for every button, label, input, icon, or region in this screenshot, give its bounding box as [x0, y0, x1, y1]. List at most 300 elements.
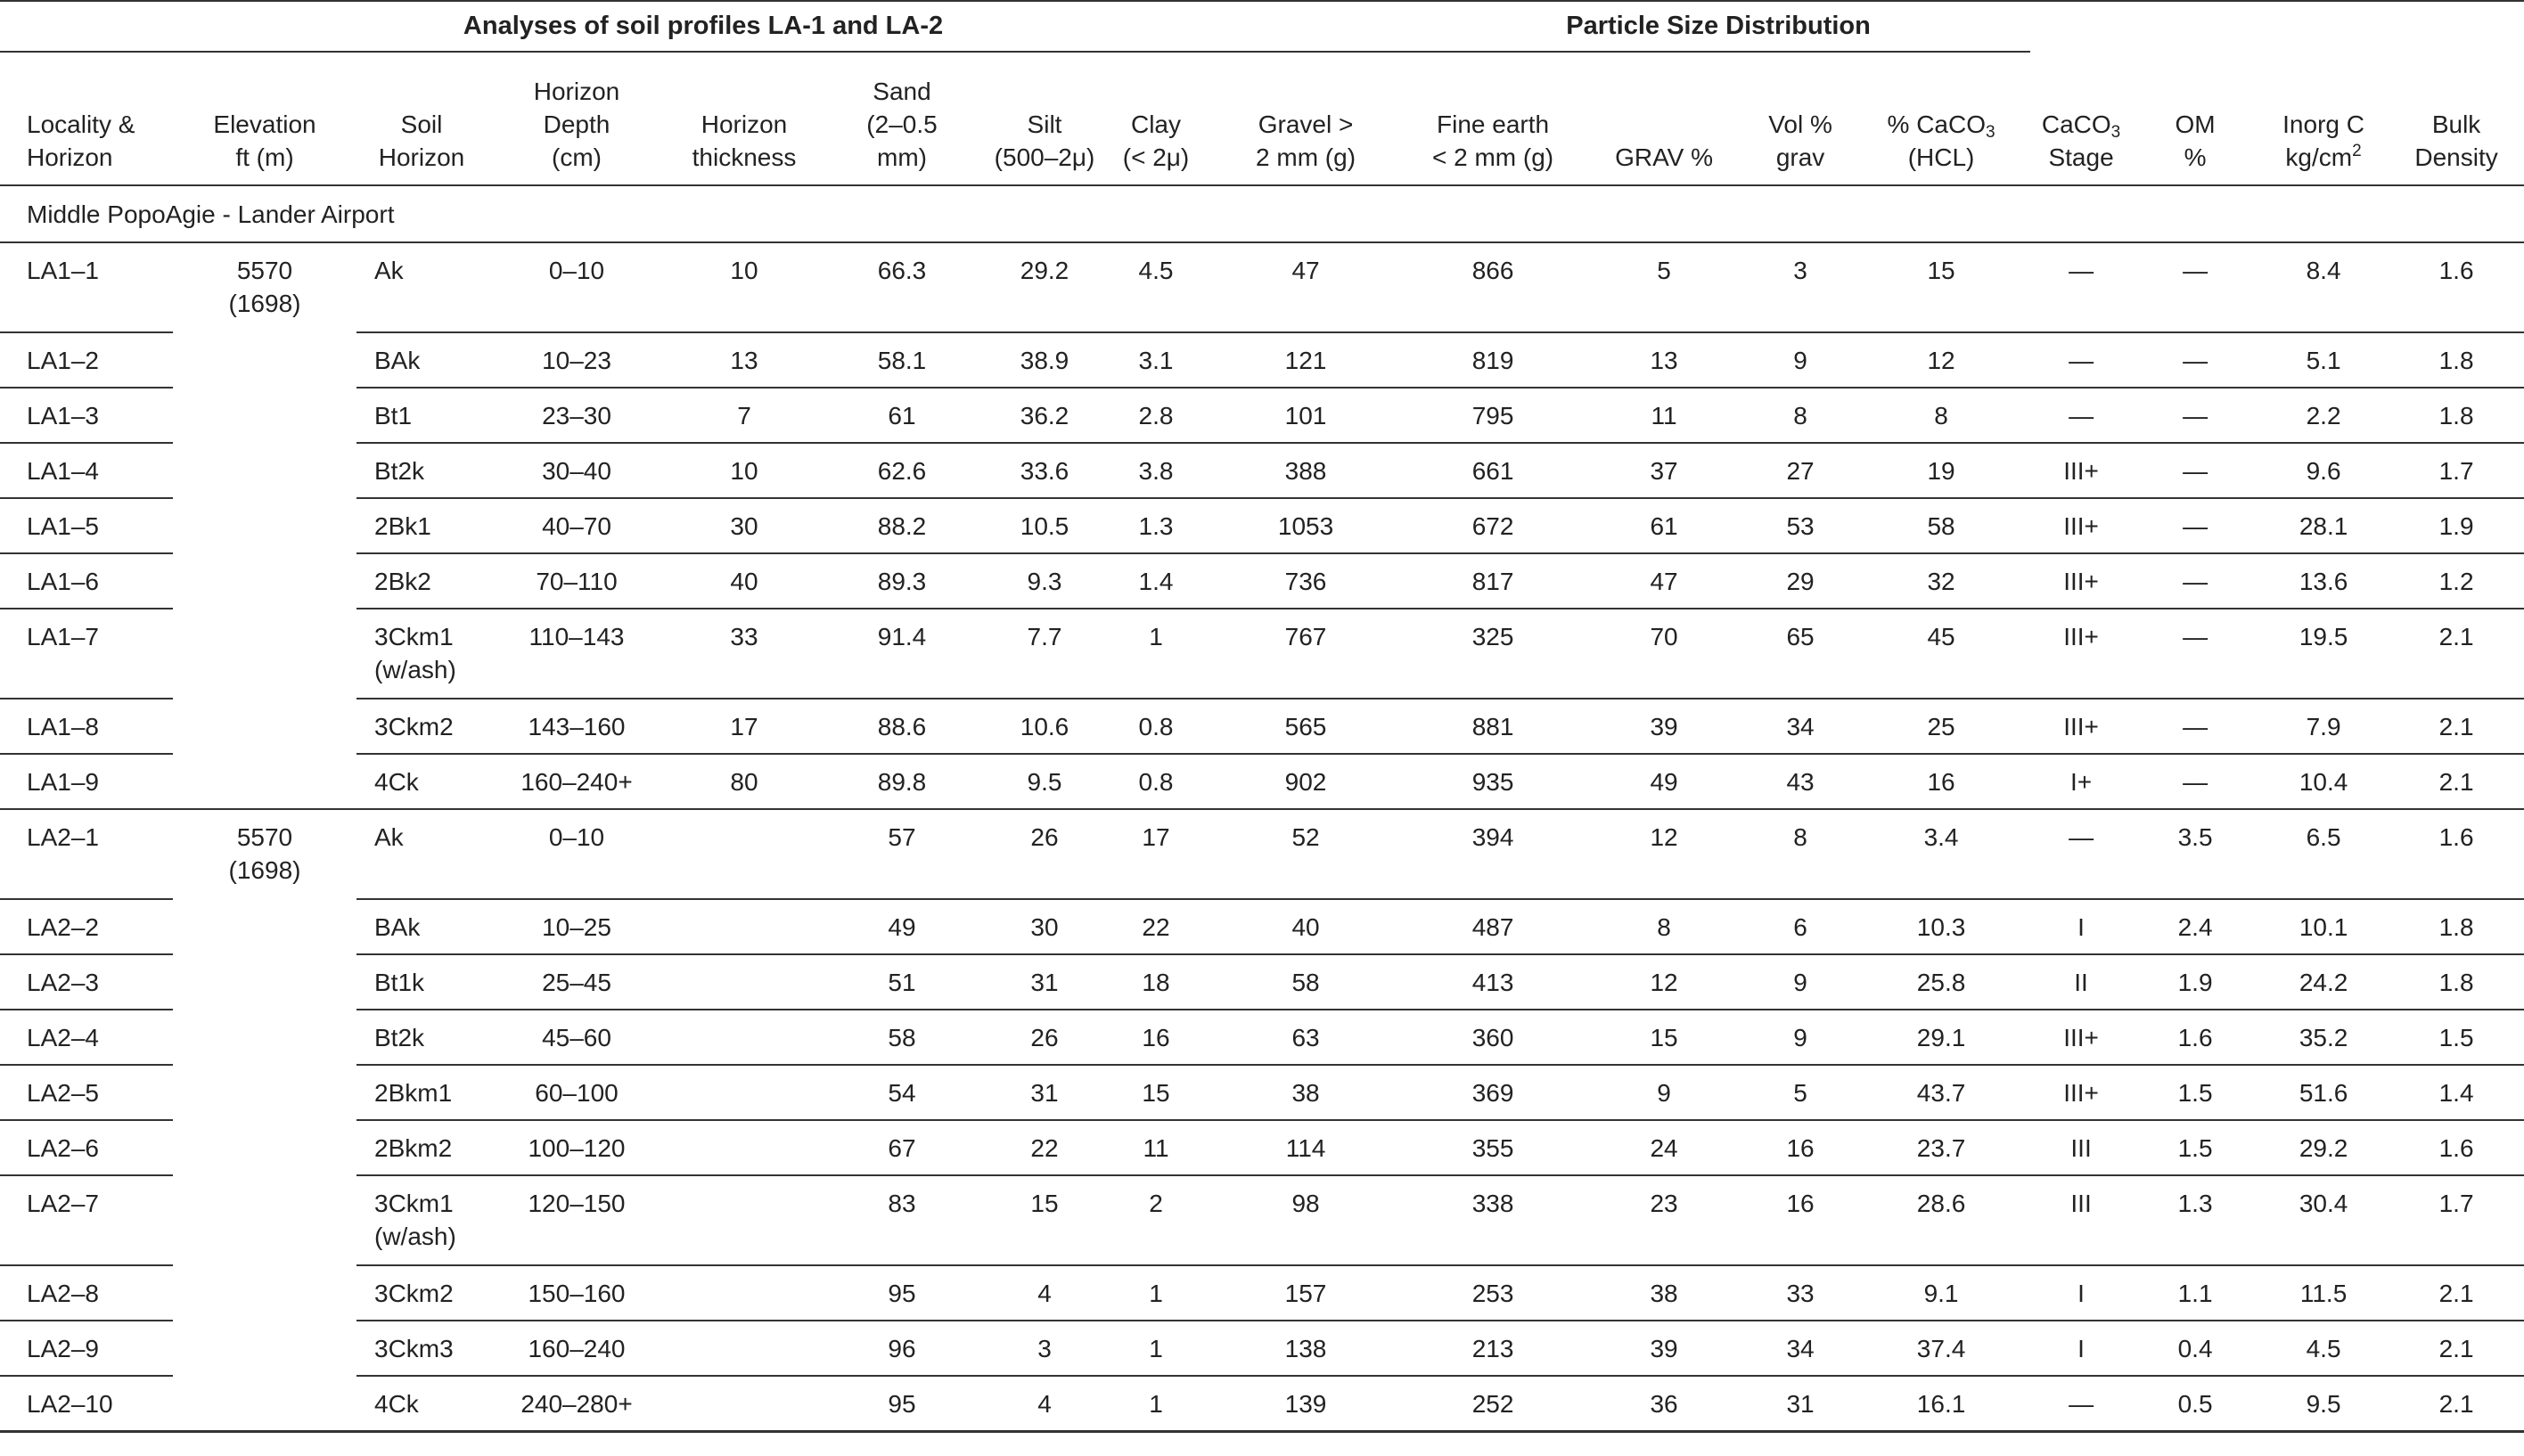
cell-om: 1.9 — [2132, 954, 2258, 1010]
cell-caco3: 16.1 — [1852, 1376, 2030, 1431]
cell-sand: 61 — [822, 388, 982, 443]
cell-caco3: 12 — [1852, 332, 2030, 388]
cell-clay: 3.8 — [1107, 443, 1205, 498]
elevation-ft: 5570 — [236, 823, 293, 851]
cell-sand: 66.3 — [822, 242, 982, 332]
cell-sand: 51 — [822, 954, 982, 1010]
elevation-m: (1698) — [228, 856, 301, 884]
cell-fine-earth: 338 — [1406, 1175, 1579, 1265]
cell-sand: 57 — [822, 809, 982, 899]
cell-horizon-thickness: 13 — [667, 332, 822, 388]
cell-clay: 1.4 — [1107, 553, 1205, 609]
table-row — [0, 1265, 2524, 1321]
cell-clay: 17 — [1107, 809, 1205, 899]
cell-horizon-thickness — [667, 1175, 822, 1265]
cell-silt: 33.6 — [982, 443, 1107, 498]
horizon-name: 2Bk1 — [374, 512, 431, 540]
cell-caco3-stage: — — [2030, 332, 2132, 388]
cell-inorg-c: 35.2 — [2258, 1010, 2389, 1065]
cell-fine-earth: 394 — [1406, 809, 1579, 899]
horizon-note: (w/ash) — [374, 656, 456, 683]
cell-inorg-c: 29.2 — [2258, 1120, 2389, 1175]
cell-caco3-stage: I — [2030, 899, 2132, 954]
cell-clay: 18 — [1107, 954, 1205, 1010]
cell-caco3-stage: — — [2030, 242, 2132, 332]
cell-grav-pct: 39 — [1579, 699, 1749, 754]
cell-inorg-c: 8.4 — [2258, 242, 2389, 332]
cell-grav-pct: 5 — [1579, 242, 1749, 332]
cell-clay: 1 — [1107, 1265, 1205, 1321]
cell-bulk-density: 2.1 — [2389, 1321, 2524, 1376]
cell-grav-pct: 38 — [1579, 1265, 1749, 1321]
cell-gravel: 40 — [1205, 899, 1406, 954]
cell-fine-earth: 413 — [1406, 954, 1579, 1010]
cell-horizon-depth: 100–120 — [487, 1120, 667, 1175]
cell-inorg-c: 9.5 — [2258, 1376, 2389, 1431]
cell-silt: 26 — [982, 809, 1107, 899]
cell-soil-horizon — [356, 899, 487, 954]
col-header-vol-grav: Vol % grav — [1749, 52, 1852, 185]
cell-horizon-depth: 25–45 — [487, 954, 667, 1010]
cell-gravel: 114 — [1205, 1120, 1406, 1175]
cell-bulk-density: 2.1 — [2389, 754, 2524, 809]
cell-grav-pct: 47 — [1579, 553, 1749, 609]
cell-horizon-thickness: 80 — [667, 754, 822, 809]
cell-inorg-c: 28.1 — [2258, 498, 2389, 553]
cell-gravel: 52 — [1205, 809, 1406, 899]
cell-horizon-depth: 10–23 — [487, 332, 667, 388]
cell-soil-horizon — [356, 1010, 487, 1065]
cell-locality: LA2–1 — [0, 809, 173, 899]
cell-vol-grav: 53 — [1749, 498, 1852, 553]
cell-fine-earth: 935 — [1406, 754, 1579, 809]
cell-soil-horizon — [356, 242, 487, 332]
table-row — [0, 332, 2524, 388]
cell-caco3: 58 — [1852, 498, 2030, 553]
cell-gravel: 139 — [1205, 1376, 1406, 1431]
cell-sand: 58.1 — [822, 332, 982, 388]
table-row — [0, 754, 2524, 809]
cell-vol-grav: 34 — [1749, 699, 1852, 754]
cell-vol-grav: 8 — [1749, 809, 1852, 899]
cell-caco3-stage: III — [2030, 1120, 2132, 1175]
cell-soil-horizon — [356, 1175, 487, 1265]
cell-caco3: 28.6 — [1852, 1175, 2030, 1265]
cell-clay: 15 — [1107, 1065, 1205, 1120]
cell-elevation — [173, 754, 356, 809]
cell-vol-grav: 6 — [1749, 899, 1852, 954]
cell-locality: LA1–4 — [0, 443, 173, 498]
group-header-blank — [2030, 1, 2524, 52]
cell-locality: LA1–3 — [0, 388, 173, 443]
cell-horizon-depth: 40–70 — [487, 498, 667, 553]
horizon-name: BAk — [374, 913, 421, 941]
cell-vol-grav: 34 — [1749, 1321, 1852, 1376]
cell-sand: 95 — [822, 1265, 982, 1321]
cell-bulk-density: 2.1 — [2389, 609, 2524, 699]
cell-caco3: 3.4 — [1852, 809, 2030, 899]
cell-horizon-thickness: 40 — [667, 553, 822, 609]
cell-vol-grav: 3 — [1749, 242, 1852, 332]
cell-soil-horizon — [356, 498, 487, 553]
horizon-name: 2Bkm2 — [374, 1134, 453, 1162]
cell-bulk-density: 1.2 — [2389, 553, 2524, 609]
horizon-name: 3Ckm2 — [374, 713, 454, 740]
cell-locality: LA1–5 — [0, 498, 173, 553]
cell-gravel: 121 — [1205, 332, 1406, 388]
col-header-gravel: Gravel > 2 mm (g) — [1205, 52, 1406, 185]
cell-clay: 0.8 — [1107, 699, 1205, 754]
col-header-bulk-density: Bulk Density — [2389, 52, 2524, 185]
cell-vol-grav: 16 — [1749, 1175, 1852, 1265]
cell-gravel: 138 — [1205, 1321, 1406, 1376]
cell-vol-grav: 9 — [1749, 954, 1852, 1010]
cell-elevation — [173, 899, 356, 954]
cell-silt: 29.2 — [982, 242, 1107, 332]
cell-gravel: 736 — [1205, 553, 1406, 609]
table-row — [0, 498, 2524, 553]
cell-clay: 1 — [1107, 1321, 1205, 1376]
cell-fine-earth: 213 — [1406, 1321, 1579, 1376]
cell-fine-earth: 881 — [1406, 699, 1579, 754]
col-header-locality: Locality & Horizon — [0, 52, 173, 185]
horizon-name: 2Bkm1 — [374, 1079, 453, 1107]
cell-horizon-depth: 150–160 — [487, 1265, 667, 1321]
cell-caco3-stage: III+ — [2030, 443, 2132, 498]
cell-vol-grav: 9 — [1749, 1010, 1852, 1065]
cell-horizon-thickness — [667, 1376, 822, 1431]
cell-bulk-density: 1.6 — [2389, 809, 2524, 899]
cell-caco3: 37.4 — [1852, 1321, 2030, 1376]
cell-caco3: 23.7 — [1852, 1120, 2030, 1175]
cell-elevation — [173, 443, 356, 498]
cell-grav-pct: 23 — [1579, 1175, 1749, 1265]
cell-om: — — [2132, 332, 2258, 388]
cell-silt: 4 — [982, 1265, 1107, 1321]
cell-vol-grav: 27 — [1749, 443, 1852, 498]
cell-om: 0.5 — [2132, 1376, 2258, 1431]
cell-caco3: 32 — [1852, 553, 2030, 609]
cell-om: 2.4 — [2132, 899, 2258, 954]
cell-locality: LA2–6 — [0, 1120, 173, 1175]
table-row — [0, 609, 2524, 699]
horizon-name: Bt2k — [374, 457, 425, 485]
cell-horizon-depth: 0–10 — [487, 809, 667, 899]
group-header-row — [0, 1, 2524, 52]
section-row — [0, 185, 2524, 242]
elevation-m: (1698) — [228, 290, 301, 317]
cell-bulk-density: 1.7 — [2389, 1175, 2524, 1265]
cell-caco3-stage: III+ — [2030, 699, 2132, 754]
horizon-name: BAk — [374, 347, 421, 374]
group-header-left: Analyses of soil profiles LA-1 and LA-2 — [0, 1, 1406, 52]
cell-elevation — [173, 699, 356, 754]
cell-horizon-thickness: 10 — [667, 242, 822, 332]
cell-sand: 91.4 — [822, 609, 982, 699]
cell-inorg-c: 30.4 — [2258, 1175, 2389, 1265]
cell-caco3: 9.1 — [1852, 1265, 2030, 1321]
cell-om: — — [2132, 609, 2258, 699]
horizon-name: Ak — [374, 257, 404, 284]
cell-fine-earth: 661 — [1406, 443, 1579, 498]
cell-clay: 3.1 — [1107, 332, 1205, 388]
cell-bulk-density: 2.1 — [2389, 1376, 2524, 1431]
cell-bulk-density: 1.6 — [2389, 1120, 2524, 1175]
horizon-name: 3Ckm1 — [374, 1190, 454, 1217]
cell-soil-horizon — [356, 699, 487, 754]
table-row — [0, 899, 2524, 954]
cell-locality: LA1–6 — [0, 553, 173, 609]
cell-inorg-c: 4.5 — [2258, 1321, 2389, 1376]
cell-soil-horizon — [356, 754, 487, 809]
cell-bulk-density: 1.8 — [2389, 954, 2524, 1010]
horizon-name: 3Ckm3 — [374, 1335, 454, 1362]
cell-clay: 1 — [1107, 1376, 1205, 1431]
col-header-horizon-depth: Horizon Depth (cm) — [487, 52, 667, 185]
col-header-inorg-c: Inorg C $kg/cm^2$ — [2258, 52, 2389, 185]
cell-horizon-depth: 240–280+ — [487, 1376, 667, 1431]
cell-om: — — [2132, 699, 2258, 754]
cell-inorg-c: 13.6 — [2258, 553, 2389, 609]
cell-soil-horizon — [356, 1321, 487, 1376]
horizon-name: 4Ck — [374, 768, 419, 796]
cell-clay: 11 — [1107, 1120, 1205, 1175]
cell-horizon-depth: 30–40 — [487, 443, 667, 498]
cell-horizon-thickness: 10 — [667, 443, 822, 498]
col-header-sand: Sand (2–0.5 mm) — [822, 52, 982, 185]
cell-bulk-density: 1.6 — [2389, 242, 2524, 332]
cell-elevation — [173, 609, 356, 699]
cell-om: — — [2132, 553, 2258, 609]
cell-soil-horizon — [356, 954, 487, 1010]
col-header-silt: Silt (500–2μ) — [982, 52, 1107, 185]
col-header-caco3: % CaCO$_3$ (HCL) — [1852, 52, 2030, 185]
cell-locality: LA2–8 — [0, 1265, 173, 1321]
cell-clay: 1.3 — [1107, 498, 1205, 553]
cell-caco3: 43.7 — [1852, 1065, 2030, 1120]
cell-fine-earth: 252 — [1406, 1376, 1579, 1431]
cell-horizon-thickness: 7 — [667, 388, 822, 443]
cell-locality: LA2–10 — [0, 1376, 173, 1431]
cell-locality: LA1–2 — [0, 332, 173, 388]
table-body — [0, 185, 2524, 1431]
horizon-name: Bt1 — [374, 402, 413, 429]
cell-clay: 0.8 — [1107, 754, 1205, 809]
cell-sand: 49 — [822, 899, 982, 954]
cell-horizon-thickness — [667, 1010, 822, 1065]
cell-gravel: 565 — [1205, 699, 1406, 754]
cell-sand: 89.8 — [822, 754, 982, 809]
cell-om: — — [2132, 754, 2258, 809]
cell-locality: LA2–4 — [0, 1010, 173, 1065]
cell-grav-pct: 9 — [1579, 1065, 1749, 1120]
cell-vol-grav: 9 — [1749, 332, 1852, 388]
cell-fine-earth: 819 — [1406, 332, 1579, 388]
cell-locality: LA2–7 — [0, 1175, 173, 1265]
cell-inorg-c: 10.4 — [2258, 754, 2389, 809]
cell-vol-grav: 31 — [1749, 1376, 1852, 1431]
cell-elevation — [173, 809, 356, 899]
cell-om: 1.3 — [2132, 1175, 2258, 1265]
cell-om: 1.6 — [2132, 1010, 2258, 1065]
cell-clay: 2.8 — [1107, 388, 1205, 443]
col-header-fine-earth: Fine earth < 2 mm (g) — [1406, 52, 1579, 185]
table-row — [0, 1321, 2524, 1376]
cell-sand: 89.3 — [822, 553, 982, 609]
cell-sand: 58 — [822, 1010, 982, 1065]
section-label: Middle PopoAgie - Lander Airport — [0, 185, 2524, 242]
cell-sand: 62.6 — [822, 443, 982, 498]
cell-locality: LA1–7 — [0, 609, 173, 699]
cell-caco3-stage: I — [2030, 1321, 2132, 1376]
cell-sand: 88.6 — [822, 699, 982, 754]
cell-silt: 36.2 — [982, 388, 1107, 443]
cell-elevation — [173, 954, 356, 1010]
cell-caco3-stage: — — [2030, 388, 2132, 443]
cell-caco3-stage: III+ — [2030, 1065, 2132, 1120]
cell-locality: LA2–9 — [0, 1321, 173, 1376]
horizon-name: 4Ck — [374, 1390, 419, 1418]
cell-caco3-stage: II — [2030, 954, 2132, 1010]
cell-soil-horizon — [356, 1376, 487, 1431]
cell-clay: 22 — [1107, 899, 1205, 954]
cell-horizon-depth: 0–10 — [487, 242, 667, 332]
cell-grav-pct: 24 — [1579, 1120, 1749, 1175]
table-row — [0, 1120, 2524, 1175]
cell-gravel: 47 — [1205, 242, 1406, 332]
cell-inorg-c: 6.5 — [2258, 809, 2389, 899]
cell-om: 3.5 — [2132, 809, 2258, 899]
cell-om: — — [2132, 443, 2258, 498]
cell-caco3: 29.1 — [1852, 1010, 2030, 1065]
cell-locality: LA1–8 — [0, 699, 173, 754]
cell-inorg-c: 7.9 — [2258, 699, 2389, 754]
cell-caco3: 25.8 — [1852, 954, 2030, 1010]
cell-clay: 1 — [1107, 609, 1205, 699]
cell-silt: 31 — [982, 954, 1107, 1010]
cell-vol-grav: 16 — [1749, 1120, 1852, 1175]
cell-bulk-density: 1.5 — [2389, 1010, 2524, 1065]
cell-grav-pct: 39 — [1579, 1321, 1749, 1376]
col-header-horizon-thickness: Horizon thickness — [667, 52, 822, 185]
cell-om: 1.5 — [2132, 1065, 2258, 1120]
cell-caco3-stage: I+ — [2030, 754, 2132, 809]
table-row — [0, 809, 2524, 899]
cell-clay: 2 — [1107, 1175, 1205, 1265]
cell-horizon-depth: 23–30 — [487, 388, 667, 443]
cell-silt: 31 — [982, 1065, 1107, 1120]
cell-vol-grav: 65 — [1749, 609, 1852, 699]
cell-horizon-depth: 60–100 — [487, 1065, 667, 1120]
cell-om: 1.5 — [2132, 1120, 2258, 1175]
cell-grav-pct: 36 — [1579, 1376, 1749, 1431]
cell-horizon-thickness — [667, 1265, 822, 1321]
cell-caco3: 10.3 — [1852, 899, 2030, 954]
cell-vol-grav: 5 — [1749, 1065, 1852, 1120]
cell-soil-horizon — [356, 1065, 487, 1120]
cell-grav-pct: 13 — [1579, 332, 1749, 388]
col-header-caco3-stage: CaCO$_3$ Stage — [2030, 52, 2132, 185]
cell-elevation — [173, 1120, 356, 1175]
cell-grav-pct: 49 — [1579, 754, 1749, 809]
cell-caco3: 25 — [1852, 699, 2030, 754]
cell-silt: 10.5 — [982, 498, 1107, 553]
cell-horizon-depth: 10–25 — [487, 899, 667, 954]
cell-fine-earth: 672 — [1406, 498, 1579, 553]
cell-gravel: 63 — [1205, 1010, 1406, 1065]
cell-inorg-c: 11.5 — [2258, 1265, 2389, 1321]
cell-grav-pct: 11 — [1579, 388, 1749, 443]
cell-caco3: 15 — [1852, 242, 2030, 332]
cell-bulk-density: 1.8 — [2389, 388, 2524, 443]
cell-bulk-density: 2.1 — [2389, 1265, 2524, 1321]
group-header-right: Particle Size Distribution — [1406, 1, 2030, 52]
cell-fine-earth: 817 — [1406, 553, 1579, 609]
table-row — [0, 388, 2524, 443]
cell-fine-earth: 360 — [1406, 1010, 1579, 1065]
horizon-name: 3Ckm2 — [374, 1280, 454, 1307]
cell-horizon-depth: 160–240 — [487, 1321, 667, 1376]
table-row — [0, 553, 2524, 609]
cell-fine-earth: 795 — [1406, 388, 1579, 443]
cell-gravel: 1053 — [1205, 498, 1406, 553]
cell-soil-horizon — [356, 388, 487, 443]
cell-vol-grav: 33 — [1749, 1265, 1852, 1321]
cell-horizon-thickness — [667, 899, 822, 954]
cell-caco3-stage: III+ — [2030, 609, 2132, 699]
cell-fine-earth: 487 — [1406, 899, 1579, 954]
cell-soil-horizon — [356, 553, 487, 609]
cell-horizon-thickness — [667, 1321, 822, 1376]
table-row — [0, 242, 2524, 332]
horizon-name: Ak — [374, 823, 404, 851]
cell-silt: 30 — [982, 899, 1107, 954]
cell-bulk-density: 1.4 — [2389, 1065, 2524, 1120]
cell-inorg-c: 24.2 — [2258, 954, 2389, 1010]
cell-locality: LA1–9 — [0, 754, 173, 809]
cell-horizon-depth: 160–240+ — [487, 754, 667, 809]
cell-grav-pct: 70 — [1579, 609, 1749, 699]
elevation-ft: 5570 — [236, 257, 293, 284]
cell-caco3-stage: — — [2030, 1376, 2132, 1431]
cell-sand: 83 — [822, 1175, 982, 1265]
horizon-name: Bt1k — [374, 969, 425, 996]
cell-horizon-thickness: 30 — [667, 498, 822, 553]
horizon-name: Bt2k — [374, 1024, 425, 1051]
col-header-clay: Clay (< 2μ) — [1107, 52, 1205, 185]
cell-soil-horizon — [356, 443, 487, 498]
cell-bulk-density: 1.8 — [2389, 332, 2524, 388]
cell-caco3-stage: III+ — [2030, 1010, 2132, 1065]
cell-om: — — [2132, 498, 2258, 553]
cell-caco3: 16 — [1852, 754, 2030, 809]
cell-inorg-c: 9.6 — [2258, 443, 2389, 498]
col-header-grav-pct: GRAV % — [1579, 52, 1749, 185]
horizon-name: 3Ckm1 — [374, 623, 454, 650]
cell-inorg-c: 2.2 — [2258, 388, 2389, 443]
cell-grav-pct: 61 — [1579, 498, 1749, 553]
cell-elevation — [173, 1376, 356, 1431]
cell-inorg-c: 10.1 — [2258, 899, 2389, 954]
table-row — [0, 1376, 2524, 1431]
table-row — [0, 1175, 2524, 1265]
cell-soil-horizon — [356, 1120, 487, 1175]
col-header-elevation: Elevation ft (m) — [173, 52, 356, 185]
cell-sand: 67 — [822, 1120, 982, 1175]
cell-soil-horizon — [356, 332, 487, 388]
cell-gravel: 902 — [1205, 754, 1406, 809]
cell-horizon-thickness — [667, 809, 822, 899]
